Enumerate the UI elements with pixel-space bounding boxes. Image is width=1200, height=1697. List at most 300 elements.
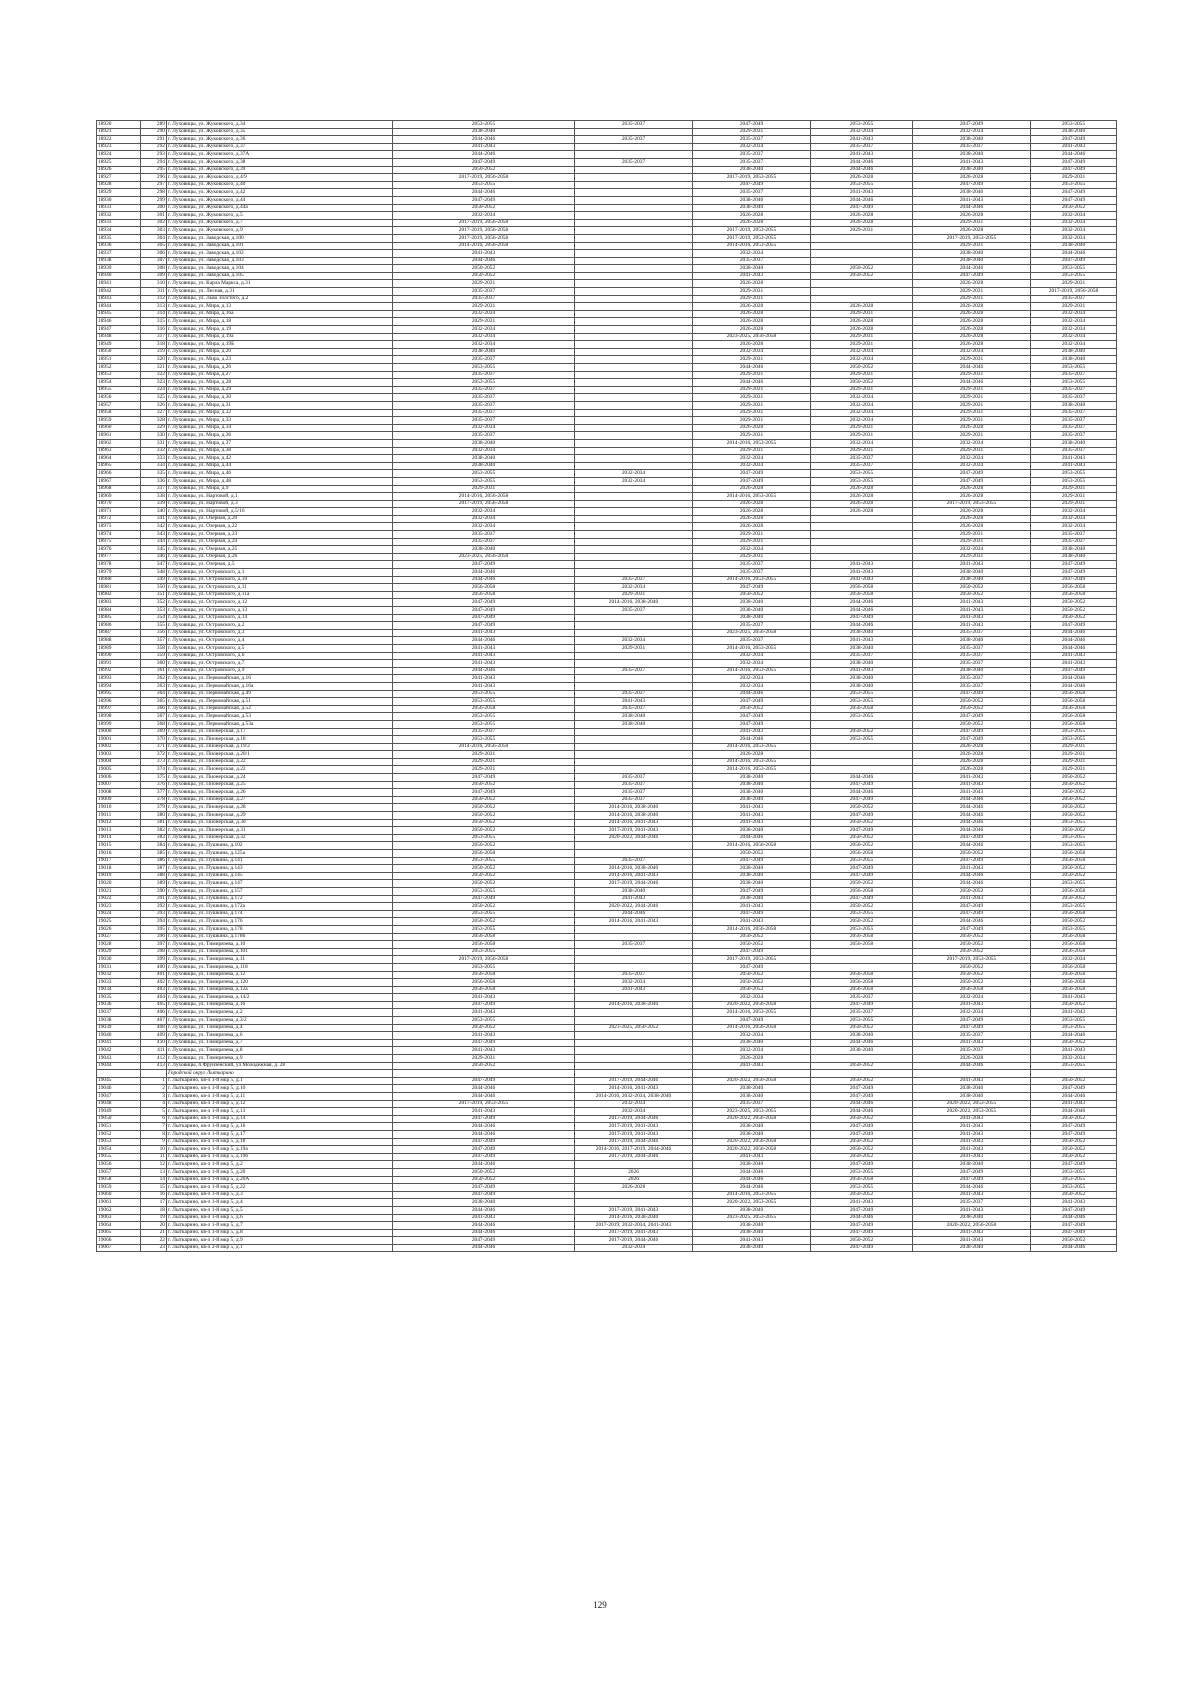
period-cell: 2056-2058	[1031, 584, 1117, 592]
row-number-cell: 340	[141, 508, 167, 516]
period-cell	[575, 310, 693, 318]
period-cell: 2056-2058	[393, 933, 575, 941]
address-cell: г. Лыткарино, кв-л 1-й мкр 5, д.7	[167, 1222, 393, 1230]
address-cell: г. Луховицы, ул. Пионерская, д.25	[167, 781, 393, 789]
period-cell: 2035-2037	[693, 569, 811, 577]
period-cell: 2035-2037	[575, 158, 693, 166]
period-cell: 2026-2028	[913, 212, 1031, 220]
period-cell: 2056-2058	[811, 591, 913, 599]
period-cell	[575, 174, 693, 182]
record-id-cell: 18926	[97, 166, 141, 174]
period-cell	[575, 219, 693, 227]
period-cell: 2047-2049	[913, 925, 1031, 933]
period-cell: 2035-2037	[913, 1199, 1031, 1207]
record-id-cell: 19064	[97, 1222, 141, 1230]
period-cell: 2032-2034	[811, 356, 913, 364]
period-cell: 2017-2019, 2056-2058	[393, 500, 575, 508]
period-cell: 2017-2019, 2056-2058	[393, 174, 575, 182]
period-cell: 2029-2031	[811, 447, 913, 455]
period-cell: 2056-2058	[913, 986, 1031, 994]
period-cell: 2053-2055	[811, 1017, 913, 1025]
period-cell: 2038-2040	[693, 166, 811, 174]
period-cell: 2029-2031	[811, 371, 913, 379]
period-cell: 2041-2043	[811, 1199, 913, 1207]
record-id-cell: 18990	[97, 652, 141, 660]
row-number-cell: 1	[141, 1077, 167, 1085]
period-cell: 2047-2049	[693, 963, 811, 971]
period-cell: 2044-2046	[1031, 1093, 1117, 1101]
address-cell: г. Луховицы, ул. Островского, д.14	[167, 614, 393, 622]
period-cell: 2053-2055	[1031, 181, 1117, 189]
address-cell: г. Луховицы, ул. Заводская, д.100	[167, 234, 393, 242]
record-id-cell: 19018	[97, 865, 141, 873]
period-cell: 2050-2052	[693, 971, 811, 979]
period-cell: 2041-2043	[393, 1047, 575, 1055]
period-cell	[575, 1039, 693, 1047]
record-id-cell: 19020	[97, 880, 141, 888]
row-number-cell: 303	[141, 227, 167, 235]
period-cell: 2032-2034	[913, 462, 1031, 470]
period-cell: 2035-2037	[575, 576, 693, 584]
period-cell: 2029-2031	[913, 417, 1031, 425]
period-cell: 2038-2040	[393, 348, 575, 356]
period-cell: 2056-2058	[393, 705, 575, 713]
row-number-cell: 300	[141, 204, 167, 212]
period-cell: 2044-2046	[393, 189, 575, 197]
row-number-cell: 390	[141, 887, 167, 895]
table-row	[97, 470, 1117, 478]
row-number-cell: 19	[141, 1214, 167, 1222]
address-cell: г. Лыткарино, кв-л 1-й мкр 5, д.20	[167, 1168, 393, 1176]
row-number-cell: 374	[141, 766, 167, 774]
record-id-cell: 19005	[97, 766, 141, 774]
period-cell: 2026-2028	[913, 310, 1031, 318]
period-cell: 2038-2040	[811, 660, 913, 668]
address-cell: г. Луховицы, ул. Мира, д.30	[167, 394, 393, 402]
table-row	[97, 417, 1117, 425]
period-cell: 2050-2052	[693, 986, 811, 994]
period-cell: 2047-2049	[693, 477, 811, 485]
period-cell: 2038-2040	[393, 462, 575, 470]
period-cell: 2044-2046	[393, 257, 575, 265]
row-number-cell: 400	[141, 963, 167, 971]
period-cell: 2041-2043	[913, 1206, 1031, 1214]
row-number-cell: 367	[141, 713, 167, 721]
period-cell: 2032-2034	[913, 994, 1031, 1002]
table-row	[97, 865, 1117, 873]
row-number-cell: 376	[141, 781, 167, 789]
period-cell: 2026-2028	[693, 326, 811, 334]
period-cell: 2038-2040	[575, 887, 693, 895]
period-cell	[575, 234, 693, 242]
period-cell: 2044-2046	[693, 379, 811, 387]
period-cell: 2047-2049	[811, 204, 913, 212]
period-cell: 2056-2058	[811, 933, 913, 941]
period-cell: 2041-2043	[575, 986, 693, 994]
period-cell: 2029-2031	[693, 531, 811, 539]
row-number-cell: 392	[141, 903, 167, 911]
period-cell	[393, 1070, 575, 1078]
address-cell: г. Луховицы, ул. Мира, д.31	[167, 401, 393, 409]
row-number-cell: 4	[141, 1100, 167, 1108]
period-cell: 2032-2034	[575, 477, 693, 485]
period-cell: 2041-2043	[913, 196, 1031, 204]
period-cell: 2041-2043	[913, 1115, 1031, 1123]
period-cell: 2041-2043	[693, 1062, 811, 1070]
period-cell	[575, 318, 693, 326]
row-number-cell: 320	[141, 356, 167, 364]
period-cell: 2035-2037	[693, 622, 811, 630]
period-cell: 2038-2040	[913, 1214, 1031, 1222]
period-cell: 2044-2046	[913, 812, 1031, 820]
period-cell: 2047-2049	[693, 1017, 811, 1025]
period-cell: 2050-2052	[913, 933, 1031, 941]
period-cell	[811, 295, 913, 303]
table-row	[97, 227, 1117, 235]
row-number-cell: 375	[141, 774, 167, 782]
record-id-cell: 19038	[97, 1017, 141, 1025]
period-cell: 2053-2055	[1031, 736, 1117, 744]
record-id-cell: 19037	[97, 1009, 141, 1017]
period-cell: 2047-2049	[1031, 1085, 1117, 1093]
period-cell	[575, 288, 693, 296]
row-number-cell: 408	[141, 1024, 167, 1032]
table-row	[97, 553, 1117, 561]
period-cell: 2044-2046	[913, 1062, 1031, 1070]
period-cell	[575, 561, 693, 569]
record-id-cell: 19062	[97, 1206, 141, 1214]
period-cell: 2044-2046	[1031, 675, 1117, 683]
period-cell: 2035-2037	[811, 1009, 913, 1017]
period-cell: 2056-2058	[811, 705, 913, 713]
table-row	[97, 713, 1117, 721]
record-id-cell: 19031	[97, 963, 141, 971]
period-cell: 2026-2028	[913, 515, 1031, 523]
record-id-cell: 19024	[97, 910, 141, 918]
address-cell: г. Луховицы, ул. Мира, д.19Б	[167, 341, 393, 349]
record-id-cell: 19066	[97, 1237, 141, 1245]
period-cell: 2038-2040	[913, 151, 1031, 159]
table-row	[97, 766, 1117, 774]
record-id-cell: 18998	[97, 713, 141, 721]
period-cell: 2026-2028	[693, 515, 811, 523]
period-cell: 2041-2043	[393, 675, 575, 683]
period-cell: 2050-2052	[1031, 1237, 1117, 1245]
period-cell	[575, 196, 693, 204]
address-cell: г. Луховицы, ул. Лесная, д.31	[167, 288, 393, 296]
table-row	[97, 401, 1117, 409]
record-id-cell: 19019	[97, 872, 141, 880]
period-cell: 2038-2040	[693, 1222, 811, 1230]
period-cell: 2050-2052	[1031, 1077, 1117, 1085]
period-cell: 2017-2019, 2053-2055	[913, 234, 1031, 242]
period-cell	[575, 386, 693, 394]
table-row	[97, 143, 1117, 151]
period-cell: 2047-2049	[913, 1024, 1031, 1032]
address-cell: г. Луховицы, ул. Пушкина, д.157	[167, 887, 393, 895]
period-cell: 2038-2040	[693, 880, 811, 888]
period-cell	[575, 1199, 693, 1207]
row-number-cell: 353	[141, 607, 167, 615]
period-cell: 2047-2049	[393, 158, 575, 166]
period-cell: 2053-2055	[1031, 819, 1117, 827]
period-cell	[575, 356, 693, 364]
period-cell	[1031, 1070, 1117, 1078]
period-cell: 2047-2049	[913, 470, 1031, 478]
period-cell: 2038-2040	[913, 1161, 1031, 1169]
period-cell: 2047-2049	[693, 948, 811, 956]
period-cell: 2014-2016, 2041-2043	[575, 918, 693, 926]
period-cell	[575, 1017, 693, 1025]
period-cell: 2035-2037	[913, 652, 1031, 660]
period-cell: 2038-2040	[913, 136, 1031, 144]
period-cell: 2053-2055	[1031, 272, 1117, 280]
period-cell: 2032-2034	[693, 660, 811, 668]
period-cell: 2038-2040	[693, 781, 811, 789]
table-row	[97, 1017, 1117, 1025]
period-cell: 2038-2040	[693, 1244, 811, 1252]
table-row	[97, 1244, 1117, 1252]
period-cell	[575, 250, 693, 258]
address-cell: г. Луховицы, ул. Нартовой, д.3	[167, 500, 393, 508]
period-cell: 2047-2049	[393, 1138, 575, 1146]
table-row	[97, 174, 1117, 182]
period-cell: 2029-2031	[1031, 500, 1117, 508]
table-row	[97, 295, 1117, 303]
period-cell: 2038-2040	[575, 720, 693, 728]
address-cell: г. Луховицы, ул. Озерная, д.20	[167, 515, 393, 523]
period-cell	[575, 227, 693, 235]
record-id-cell: 18977	[97, 553, 141, 561]
period-cell: 2035-2037	[575, 136, 693, 144]
period-cell: 2050-2052	[913, 979, 1031, 987]
period-cell: 2026-2028	[693, 280, 811, 288]
table-row	[97, 250, 1117, 258]
period-cell: 2035-2037	[811, 462, 913, 470]
record-id-cell: 18950	[97, 348, 141, 356]
row-number-cell: 362	[141, 675, 167, 683]
row-number-cell: 316	[141, 326, 167, 334]
table-row	[97, 1123, 1117, 1131]
record-id-cell: 18945	[97, 310, 141, 318]
period-cell: 2038-2040	[693, 599, 811, 607]
period-cell	[575, 485, 693, 493]
period-cell: 2047-2049	[693, 470, 811, 478]
period-cell: 2035-2037	[693, 151, 811, 159]
record-id-cell: 19022	[97, 895, 141, 903]
record-id-cell: 19015	[97, 842, 141, 850]
period-cell: 2035-2037	[811, 994, 913, 1002]
row-number-cell: 337	[141, 485, 167, 493]
address-cell: г. Лыткарино, кв-л 1-й мкр 5, д.19б	[167, 1153, 393, 1161]
record-id-cell: 19003	[97, 751, 141, 759]
record-id-cell: 19067	[97, 1244, 141, 1252]
record-id-cell: 19014	[97, 834, 141, 842]
table-row	[97, 850, 1117, 858]
address-cell: г. Луховицы, ул. Жуковского, д.7	[167, 219, 393, 227]
address-cell: г. Луховицы, ул. Жуковского, д.37	[167, 143, 393, 151]
table-row	[97, 151, 1117, 159]
period-cell: 2047-2049	[811, 614, 913, 622]
period-cell	[575, 295, 693, 303]
period-cell: 2050-2052	[393, 1024, 575, 1032]
period-cell: 2050-2052	[811, 804, 913, 812]
table-row	[97, 804, 1117, 812]
period-cell: 2044-2046	[913, 265, 1031, 273]
record-id-cell: 19046	[97, 1085, 141, 1093]
period-cell: 2044-2046	[393, 1130, 575, 1138]
record-id-cell: 19048	[97, 1100, 141, 1108]
address-cell: г. Луховицы, ул. Жуковского, д.36	[167, 136, 393, 144]
period-cell: 2026-2028	[913, 508, 1031, 516]
period-cell: 2044-2046	[1031, 1214, 1117, 1222]
address-cell: г. Луховицы, ул. Пушкина, д.143	[167, 865, 393, 873]
row-number-cell: 349	[141, 576, 167, 584]
record-id-cell: 18951	[97, 356, 141, 364]
period-cell: 2035-2037	[913, 629, 1031, 637]
address-cell: г. Луховицы, ул. Заводская, д.104	[167, 265, 393, 273]
period-cell: 2035-2037	[575, 789, 693, 797]
period-cell: 2044-2046	[811, 789, 913, 797]
row-number-cell: 346	[141, 553, 167, 561]
period-cell: 2029-2031	[811, 424, 913, 432]
period-cell	[575, 326, 693, 334]
period-cell	[811, 1070, 913, 1078]
period-cell: 2050-2052	[1031, 918, 1117, 926]
period-cell: 2053-2055	[393, 181, 575, 189]
period-cell: 2017-2019, 2032-2034, 2041-2043	[575, 1222, 693, 1230]
period-cell: 2032-2034	[1031, 341, 1117, 349]
row-number-cell: 394	[141, 918, 167, 926]
period-cell: 2050-2052	[913, 850, 1031, 858]
period-cell: 2035-2037	[393, 417, 575, 425]
period-cell: 2053-2055	[1031, 903, 1117, 911]
period-cell: 2035-2037	[1031, 417, 1117, 425]
table-row	[97, 455, 1117, 463]
period-cell: 2035-2037	[575, 121, 693, 129]
table-body	[97, 121, 1117, 1252]
address-cell: г. Луховицы, ул. Островского, д.11а	[167, 591, 393, 599]
address-cell: г. Луховицы, ул. Заводская, д.102	[167, 250, 393, 258]
period-cell: 2026	[575, 1176, 693, 1184]
row-number-cell: 318	[141, 341, 167, 349]
address-cell: г. Луховицы, ул. Пушкина, д.174	[167, 910, 393, 918]
period-cell: 2044-2046	[393, 569, 575, 577]
period-cell: 2026-2028	[693, 310, 811, 318]
period-cell: 2041-2043	[1031, 994, 1117, 1002]
period-cell: 2047-2049	[1031, 561, 1117, 569]
record-id-cell: 19044	[97, 1062, 141, 1070]
period-cell: 2047-2049	[1031, 1123, 1117, 1131]
period-cell: 2032-2034	[1031, 515, 1117, 523]
record-id-cell: 19010	[97, 804, 141, 812]
period-cell	[575, 508, 693, 516]
record-id-cell: 19006	[97, 774, 141, 782]
table-row	[97, 1055, 1117, 1063]
period-cell: 2032-2034	[811, 439, 913, 447]
period-cell: 2035-2037	[913, 660, 1031, 668]
period-cell: 2044-2046	[811, 599, 913, 607]
period-cell: 2032-2034	[913, 128, 1031, 136]
address-cell: г. Лыткарино, кв-л 1-й мкр 5, д.16	[167, 1123, 393, 1131]
address-cell: г. Луховицы, ул. Карла Маркса, д.31	[167, 280, 393, 288]
period-cell: 2038-2040	[693, 614, 811, 622]
period-cell: 2056-2058	[393, 850, 575, 858]
period-cell: 2038-2040	[1031, 401, 1117, 409]
period-cell: 2038-2040	[811, 1032, 913, 1040]
period-cell: 2020-2022, 2053-2055	[913, 1100, 1031, 1108]
period-cell: 2047-2049	[393, 561, 575, 569]
address-cell: г. Лыткарино, кв-л 1-й мкр 5, д.18	[167, 1138, 393, 1146]
table-row	[97, 584, 1117, 592]
period-cell: 2053-2055	[1031, 1024, 1117, 1032]
period-cell: 2041-2043	[913, 1138, 1031, 1146]
period-cell: 2026-2028	[913, 1055, 1031, 1063]
period-cell: 2047-2049	[811, 1130, 913, 1138]
address-cell: г. Луховицы, ул. Заводская, д.103	[167, 257, 393, 265]
period-cell: 2044-2046	[393, 1222, 575, 1230]
period-cell: 2014-2016, 2056-2058	[393, 743, 575, 751]
period-cell: 2044-2046	[693, 1168, 811, 1176]
period-cell: 2050-2052	[1031, 1115, 1117, 1123]
row-number-cell: 329	[141, 424, 167, 432]
address-cell: г. Лыткарино, кв-л 1-й мкр 5, д.6	[167, 1214, 393, 1222]
period-cell: 2050-2052	[393, 918, 575, 926]
period-cell: 2026-2028	[693, 508, 811, 516]
period-cell: 2035-2037	[575, 781, 693, 789]
period-cell: 2035-2037	[1031, 538, 1117, 546]
period-cell: 2047-2049	[693, 713, 811, 721]
period-cell	[811, 766, 913, 774]
record-id-cell: 19056	[97, 1161, 141, 1169]
table-row	[97, 158, 1117, 166]
record-id-cell: 19041	[97, 1039, 141, 1047]
period-cell: 2014-2016, 2038-2040	[575, 865, 693, 873]
period-cell: 2041-2043	[393, 1032, 575, 1040]
period-cell: 2035-2037	[1031, 424, 1117, 432]
table-row	[97, 189, 1117, 197]
address-cell: г. Луховицы, ул. Первомайская, д.52	[167, 705, 393, 713]
period-cell: 2041-2043	[1031, 1009, 1117, 1017]
address-cell: г. Луховицы, ул. Пионерская, д.32	[167, 834, 393, 842]
address-cell: г. Луховицы, ул. Тимирязева, д.4	[167, 1024, 393, 1032]
period-cell: 2044-2046	[811, 166, 913, 174]
period-cell: 2026-2028	[913, 493, 1031, 501]
table-row	[97, 439, 1117, 447]
period-cell: 2038-2040	[693, 1039, 811, 1047]
period-cell: 2056-2058	[811, 986, 913, 994]
period-cell: 2017-2019, 2041-2043	[575, 827, 693, 835]
period-cell	[811, 523, 913, 531]
record-id-cell: 18976	[97, 546, 141, 554]
address-cell: г. Лыткарино, кв-л 1-й мкр 5, д.13	[167, 1108, 393, 1116]
period-cell: 2053-2055	[811, 857, 913, 865]
record-id-cell: 18991	[97, 660, 141, 668]
period-cell: 2014-2016, 2053-2055	[693, 766, 811, 774]
period-cell: 2044-2046	[393, 1229, 575, 1237]
period-cell: 2035-2037	[693, 257, 811, 265]
address-cell: г. Луховицы, ул. Островского, д.11	[167, 584, 393, 592]
period-cell: 2014-2016, 2053-2055	[693, 644, 811, 652]
table-row	[97, 986, 1117, 994]
record-id-cell: 19030	[97, 956, 141, 964]
address-cell: г. Луховицы, ул. Пушкина, д.178	[167, 925, 393, 933]
record-id-cell: 18941	[97, 280, 141, 288]
row-number-cell: 344	[141, 538, 167, 546]
period-cell: 2014-2016, 2056-2058	[693, 1024, 811, 1032]
period-cell: 2047-2049	[693, 887, 811, 895]
record-id-cell: 19035	[97, 994, 141, 1002]
